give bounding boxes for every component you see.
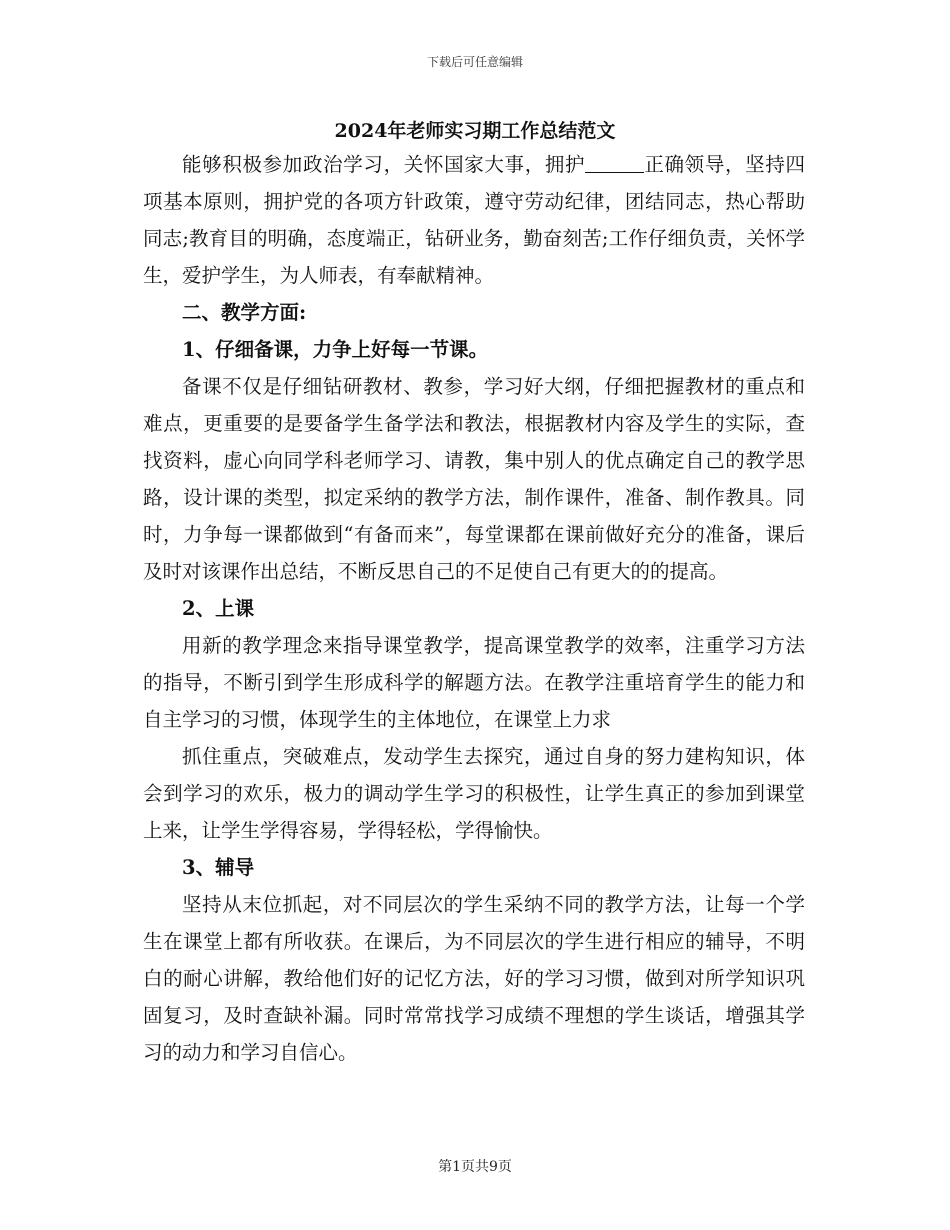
document-body (143, 146, 805, 1071)
subheading-lesson-prep: 1、仔细备课，力争上好每一节课。 (182, 338, 489, 361)
paragraph-lesson-prep: 备课不仅是仔细钻研教材、教参，学习好大纲，仔细把握教材的重点和难点，更重要的是要备学生备学法和教法，根据教材内容及学生的实际，查找资料，虚心向同学科老师学习、请教，集中别人的优点确定自己的教学思路，设计课的类型，拟定采纳的教学方法，制作课件，准备、制作教具。同时，力争每一课都做到“有备而来”，每堂课都在课前做好充分的准备，课后及时对该课作出总结，不断反思自己的不足使自己有更大的的提高。 (143, 375, 805, 583)
paragraph-class-a: 用新的教学理念来指导课堂教学，提高课堂教学的效率，注重学习方法的指导，不断引到学生形成科学的解题方法。在教学注重培育学生的能力和自主学习的习惯，体现学生的主体地位，在课堂上力求 (143, 634, 805, 731)
paragraph-class-b: 抓住重点，突破难点，发动学生去探究，通过自身的努力建构知识，体会到学习的欢乐，极力的调动学生学习的积极性，让学生真正的参加到课堂上来，让学生学得容易，学得轻松，学得愉快。 (143, 745, 805, 842)
intro-text-part1: 能够积极参加政治学习，关怀国家大事，拥护 (182, 153, 586, 176)
blank-underline (585, 152, 644, 173)
header-note: 下载后可任意编辑 (426, 55, 523, 69)
paragraph-tutoring: 坚持从末位抓起，对不同层次的学生采纳不同的教学方法，让每一个学生在课堂上都有所收获。在课后，为不同层次的学生进行相应的辅导，不明白的耐心讲解，教给他们好的记忆方法，好的学习习惯，做到对所学知识巩固复习，及时查缺补漏。同时常常找学习成绩不理想的学生谈话，增强其学习的动力和学习自信心。 (143, 893, 805, 1064)
section-heading-teaching: 二、教学方面: (182, 301, 307, 324)
subheading-class: 2、上课 (182, 597, 255, 620)
document-title: 2024年老师实习期工作总结范文 (334, 120, 616, 142)
intro-text-part2: 正确领导，坚持四项基本原则，拥护党的各项方针政策，遵守劳动纪律，团结同志，热心帮助同志;教育目的明确，态度端正，钻研业务，勤奋刻苦;工作仔细负责，关怀学生，爱护学生，为人师表，有奉献精神。 (143, 153, 805, 287)
intro-paragraph (143, 146, 805, 294)
subheading-tutoring: 3、辅导 (182, 856, 255, 879)
page-number: 第1页共9页 (438, 1159, 512, 1175)
